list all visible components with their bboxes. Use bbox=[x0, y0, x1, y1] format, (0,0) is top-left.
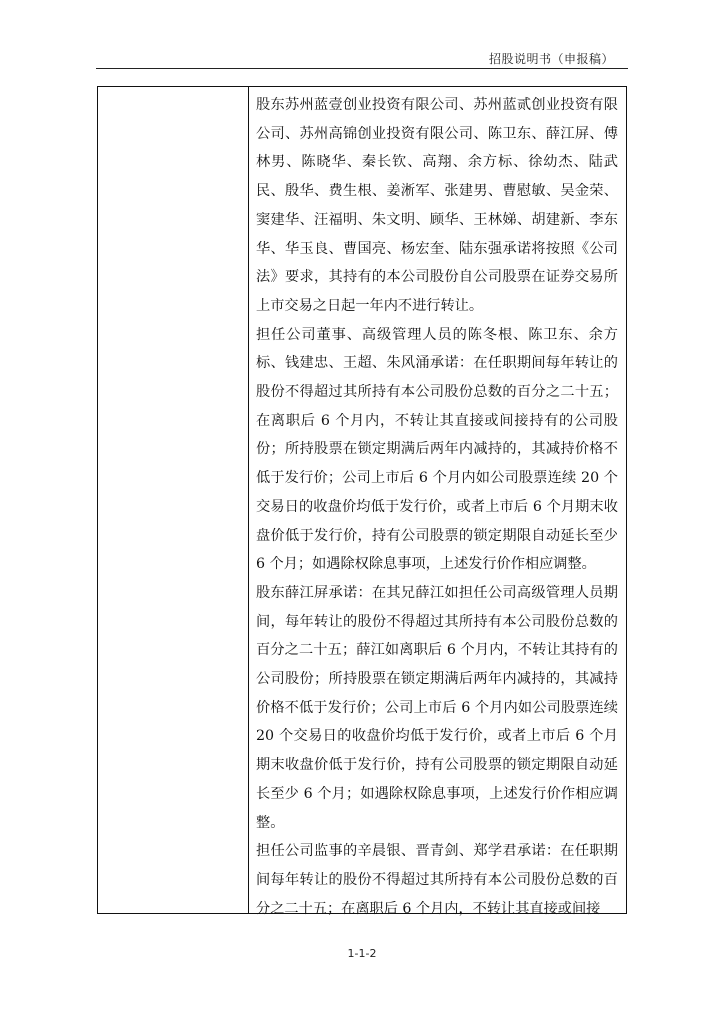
paragraph-xue-jiangping-commitment: 股东薛江屏承诺：在其兄薛江如担任公司高级管理人员期间，每年转让的股份不得超过其所持有本公司股份总数的百分之二十五；薛江如离职后 6 个月内，不转让其持有的公司股份；所持股票在锁定期满后两年内减持的，其减持价格不低于发行价；公司上市后 6 个月内如公司股票连续 20 个交易日的收盘价均低于发行价，或者上市后 6 个月期末收盘价低于发行价，持有公司股票的锁定期限自动延长至少 6 个月；如遇除权除息事项，上述发行价作相应调整。 bbox=[256, 584, 618, 831]
table-column-divider bbox=[248, 87, 249, 913]
paragraph-supervisor-commitment: 担任公司监事的辛晨银、晋青剑、郑学君承诺：在任职期间每年转让的股份不得超过其所持有本公司股份总数的百分之二十五；在离职后 6 个月内，不转让其直接或间接 bbox=[256, 843, 618, 917]
paragraph-director-commitment: 担任公司董事、高级管理人员的陈冬根、陈卫东、余方标、钱建忠、王超、朱风涌承诺：在任职期间每年转让的股份不得超过其所持有本公司股份总数的百分之二十五；在离职后 6 个月内，不转让其直接或间接持有的公司股份；所持股票在锁定期满后两年内减持的，其减持价格不低于发行价；公司上市后 6 个月内如公司股票连续 20 个交易日的收盘价均低于发行价，或者上市后 6 个月期末收盘价低于发行价，持有公司股票的锁定期限自动延长至少 6 个月；如遇除权除息事项，上述发行价作相应调整。 bbox=[256, 326, 618, 573]
paragraph-shareholder-lockup: 股东苏州蓝壹创业投资有限公司、苏州蓝贰创业投资有限公司、苏州高锦创业投资有限公司、陈卫东、薛江屏、傅林男、陈晓华、秦长钦、高翔、余方标、徐幼杰、陆武民、殷华、费生根、姜淅军、张建男、曹慰敏、吴金荣、窦建华、汪福明、朱文明、顾华、王林娣、胡建新、李东华、华玉良、曹国亮、杨宏奎、陆东强承诺将按照《公司法》要求，其持有的本公司股份自公司股票在证券交易所上市交易之日起一年内不进行转让。 bbox=[256, 97, 618, 314]
header-rule bbox=[96, 68, 628, 69]
page-number: 1-1-2 bbox=[347, 947, 377, 960]
document-header-title: 招股说明书（申报稿） bbox=[488, 52, 614, 66]
table-content-cell bbox=[256, 91, 618, 923]
content-table bbox=[97, 86, 627, 917]
